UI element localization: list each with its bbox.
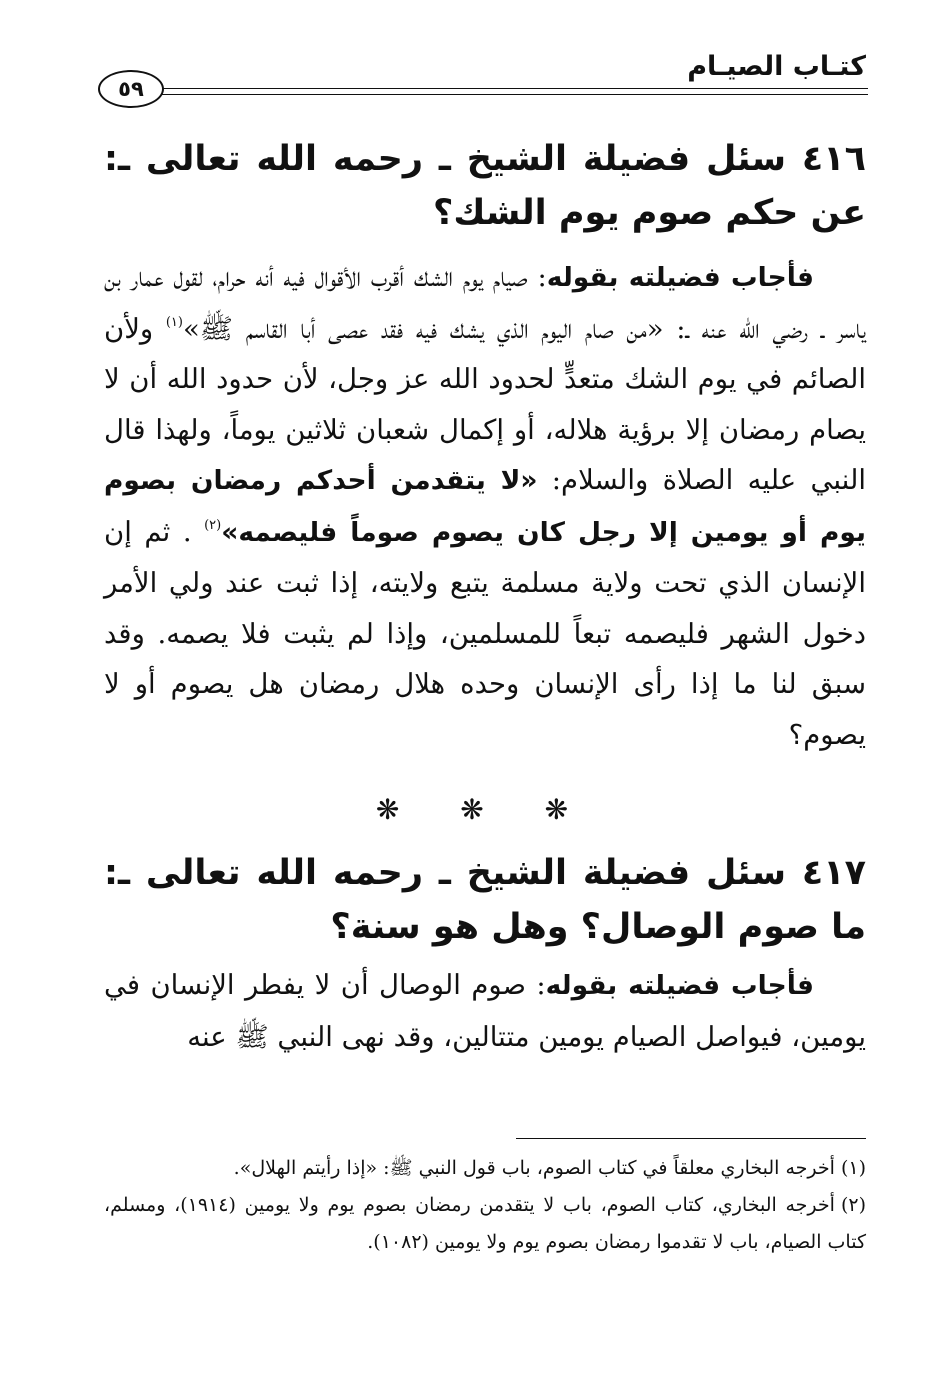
footnote-marker: (١) [840,1157,866,1179]
answer-text: : صيام يوم الشك أقرب الأقوال فيه أنه حرام، لقول عمار بن ياسر ـ رضي الله عنه ـ: «من صام اليوم الذي يشك فيه فقد عصى أبا القاسم ﷺ» [104,261,866,345]
hadith-quote: «لا يتقدمن أحدكم رمضان بصوم يوم أو يومين إلا رجل كان يصوم صوماً فليصمه» [104,465,866,548]
footnote-text: أخرجه البخاري معلقاً في كتاب الصوم، باب قول النبي ﷺ: «إذا رأيتم الهلال». [233,1157,835,1179]
footnote-ref-2: (٢) [204,517,222,533]
answer-text: : صوم الوصال أن لا يفطر الإنسان في يومين، فيواصل الصيام يومين متتالين، وقد نهى النبي ﷺ عنه [104,969,866,1053]
answer-lead: فأجاب فضيلته بقوله [545,970,814,1001]
footnote-marker: (٢) [840,1194,866,1216]
footnote-1 [104,1150,866,1187]
page-number: ٥٩ [98,70,164,108]
footnotes [104,1150,866,1261]
answer-416 [104,252,866,760]
running-title: كتـاب الصيـام [687,51,866,82]
header-rule [150,88,868,95]
question-417: ٤١٧ سئل فضيلة الشيخ ـ رحمه الله تعالى ـ: ما صوم الوصال؟ وهل هو سنة؟ [104,853,866,947]
answer-text: ولأن الصائم في يوم الشك متعدٍّ لحدود الله عز وجل، لأن حدود الله أن لا يصام رمضان إلا برؤية هلاله، أو إكمال شعبان ثلاثين يوماً، ولهذا قال النبي عليه الصلاة والسلام: [104,312,866,496]
answer-text: . ثم إن الإنسان الذي تحت ولاية مسلمة يتبع ولايته، إذا ثبت عند ولي الأمر دخول الشهر فليصمه تبعاً للمسلمين، وإذا لم يثبت فلا يصمه. وقد سبق لنا ما إذا رأى الإنسان وحده هلال رمضان هل يصوم أو لا يصوم؟ [104,515,866,751]
footnote-ref-1: (١) [165,314,183,330]
footnote-2 [104,1187,866,1261]
section-separator: ❋ ❋ ❋ [375,793,595,826]
answer-417 [104,960,866,1062]
answer-lead: فأجاب فضيلته بقوله [546,262,814,293]
footnote-rule [516,1138,866,1139]
question-416: ٤١٦ سئل فضيلة الشيخ ـ رحمه الله تعالى ـ: عن حكم صوم يوم الشك؟ [104,139,866,233]
footnote-text: أخرجه البخاري، كتاب الصوم، باب لا يتقدمن رمضان بصوم يوم ولا يومين (١٩١٤)، ومسلم، كتاب الصيام، باب لا تقدموا رمضان بصوم يوم ولا يومين (١٠٨٢). [104,1194,866,1253]
main-content [104,132,866,1062]
